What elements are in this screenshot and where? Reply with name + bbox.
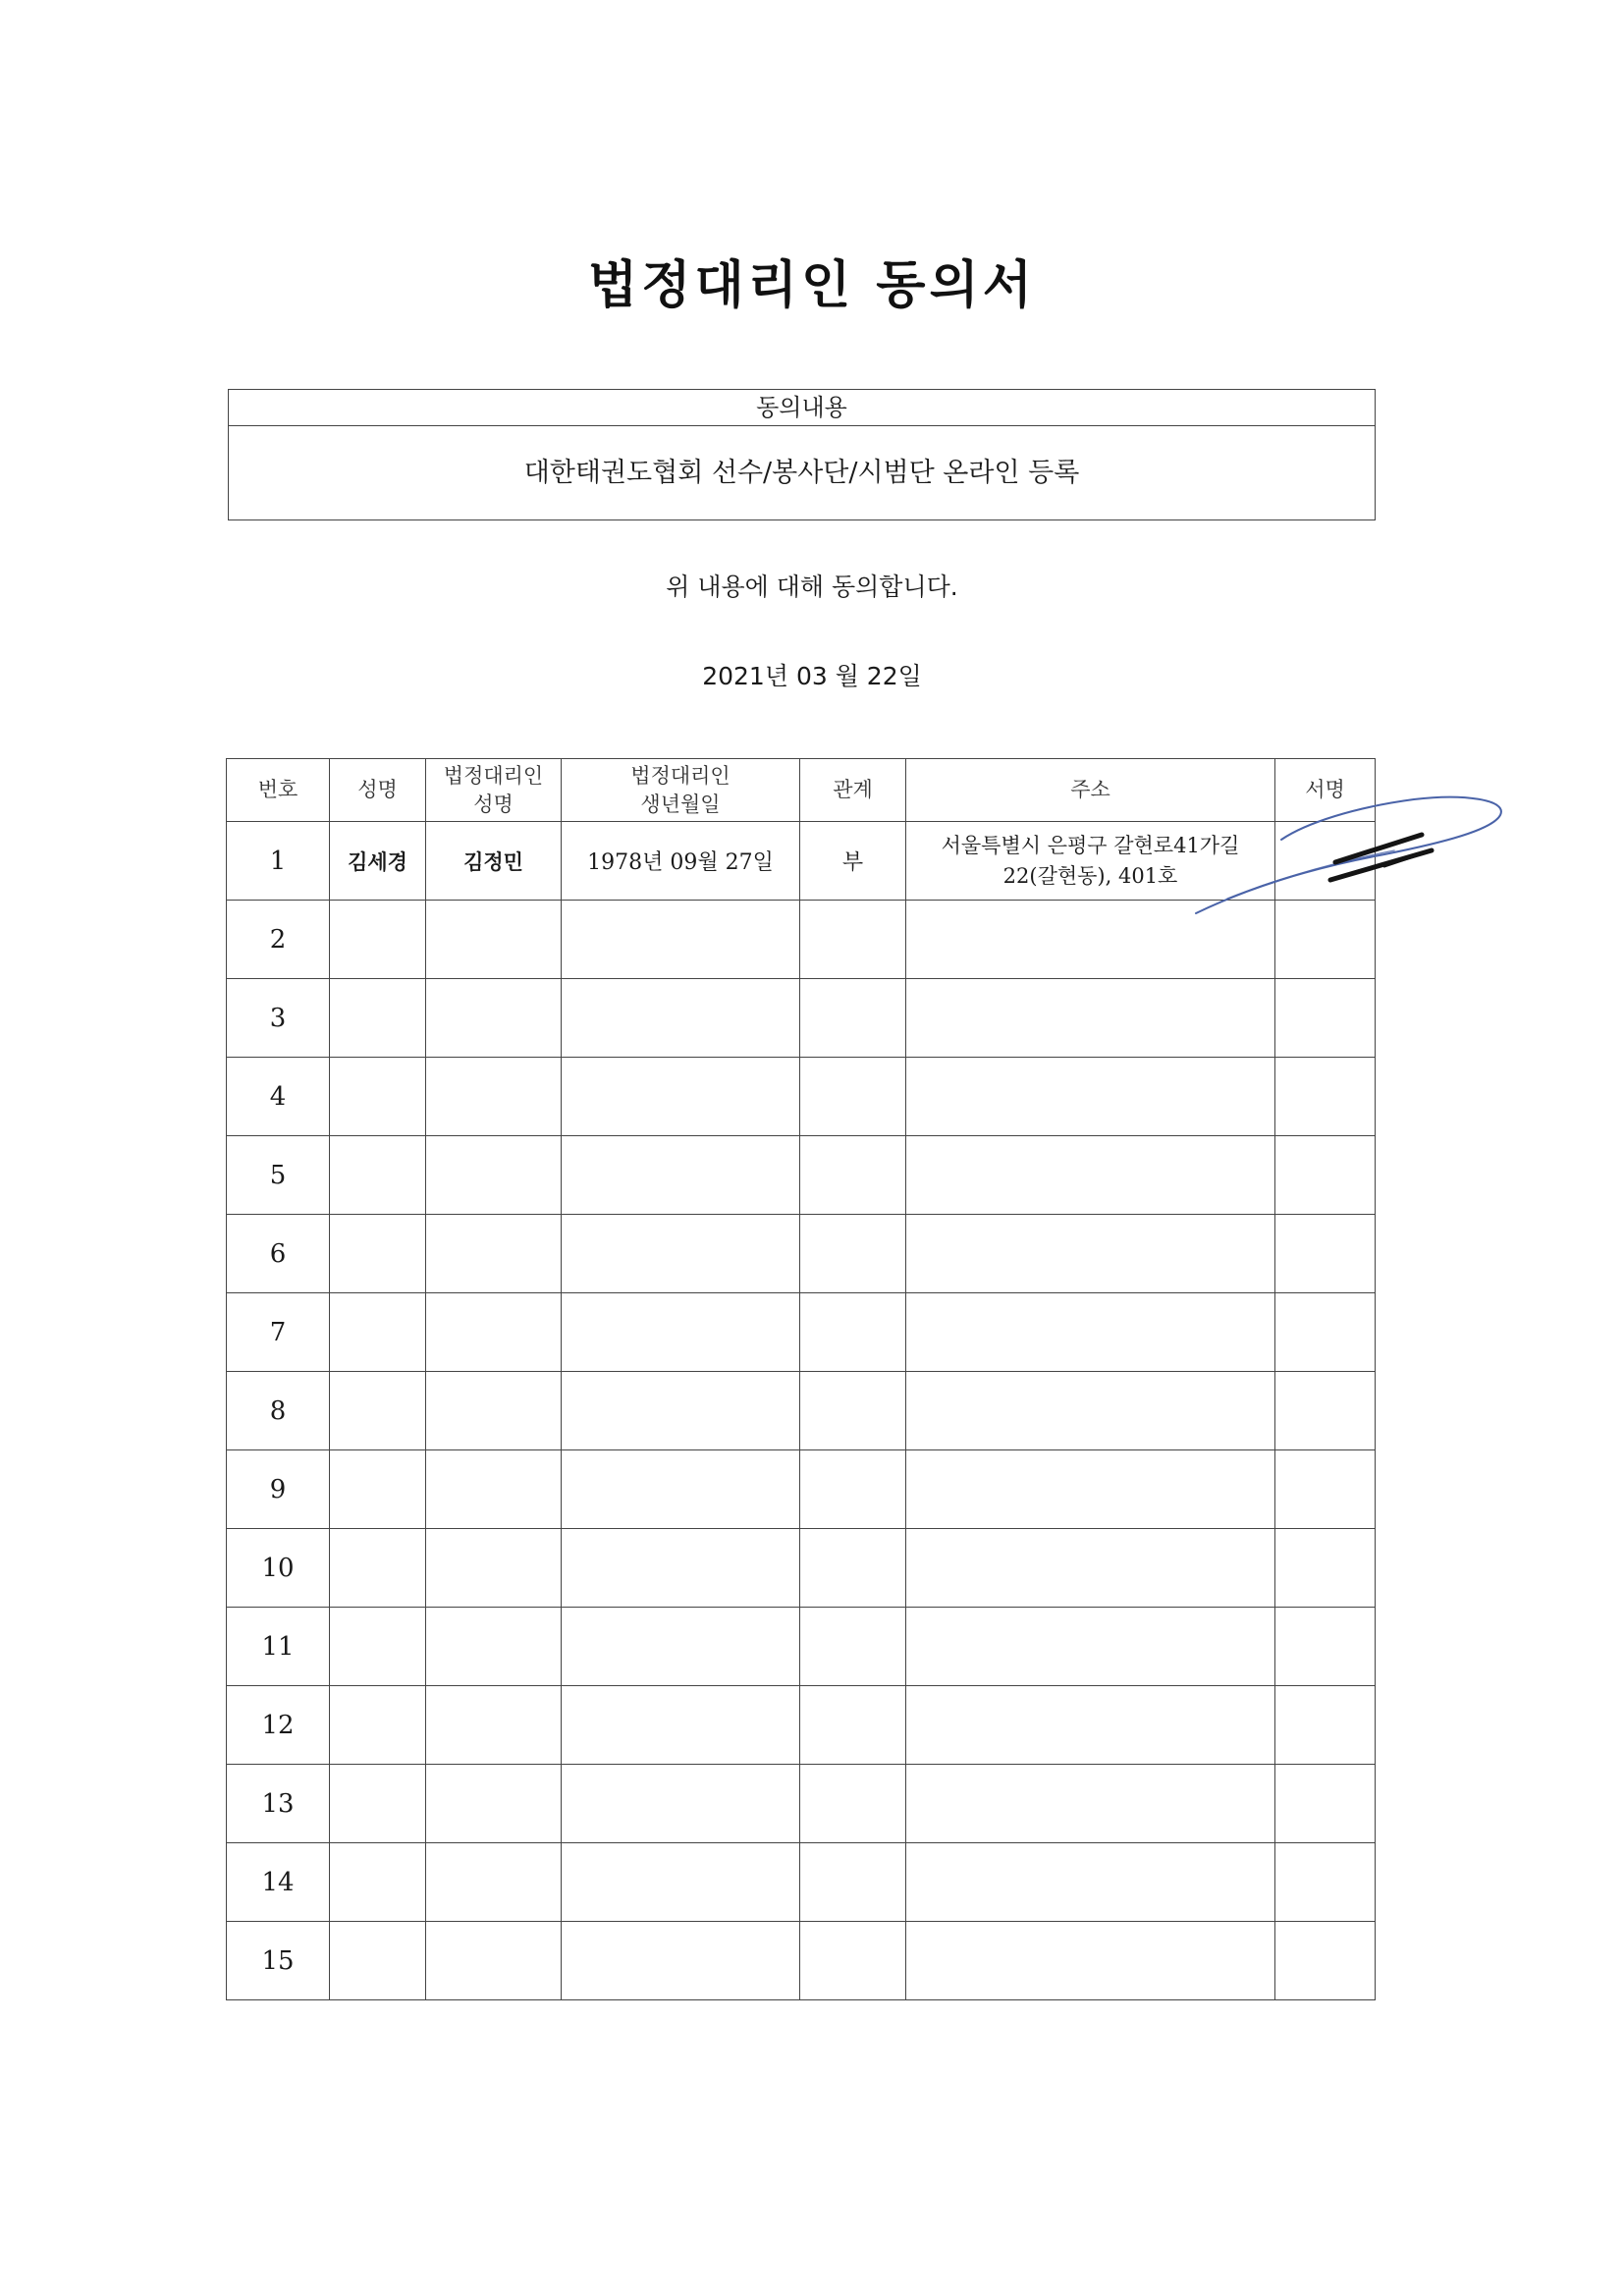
header-guardian-birth-line1: 법정대리인 xyxy=(630,763,731,788)
cell-relation xyxy=(800,1765,906,1843)
cell-signature xyxy=(1275,1058,1376,1136)
table-row xyxy=(227,979,1376,1058)
cell-relation: 부 xyxy=(800,822,906,901)
cell-address xyxy=(906,1529,1275,1608)
cell-no: 6 xyxy=(227,1215,330,1293)
cell-name xyxy=(330,1136,426,1215)
cell-relation xyxy=(800,979,906,1058)
cell-guardian-birth xyxy=(562,1765,800,1843)
cell-name xyxy=(330,1608,426,1686)
cell-address-line: 22(갈현동), 401호 xyxy=(1002,863,1178,888)
header-guardian-name xyxy=(426,759,562,822)
cell-signature xyxy=(1275,1372,1376,1450)
consent-date: 2021년 03 월 22일 xyxy=(702,662,922,690)
cell-guardian-birth xyxy=(562,1529,800,1608)
cell-guardian-birth xyxy=(562,1372,800,1450)
cell-signature xyxy=(1275,1450,1376,1529)
cell-name xyxy=(330,979,426,1058)
header-signature: 서명 xyxy=(1275,759,1376,822)
cell-relation xyxy=(800,1215,906,1293)
table-row xyxy=(227,1765,1376,1843)
cell-name xyxy=(330,1922,426,2000)
cell-no: 11 xyxy=(227,1608,330,1686)
cell-guardian-name xyxy=(426,979,562,1058)
cell-address-line: 서울특별시 은평구 갈현로41가길 xyxy=(941,833,1240,857)
cell-address xyxy=(906,1293,1275,1372)
header-guardian-name-line1: 법정대리인 xyxy=(443,763,544,788)
cell-signature xyxy=(1275,1843,1376,1922)
cell-address xyxy=(906,1765,1275,1843)
cell-signature xyxy=(1275,1686,1376,1765)
cell-address xyxy=(906,1922,1275,2000)
cell-name xyxy=(330,1293,426,1372)
cell-address xyxy=(906,1136,1275,1215)
cell-guardian-name: 김정민 xyxy=(426,822,562,901)
cell-address xyxy=(906,822,1275,901)
cell-name xyxy=(330,1765,426,1843)
cell-no: 12 xyxy=(227,1686,330,1765)
table-row xyxy=(227,1136,1376,1215)
header-address: 주소 xyxy=(906,759,1275,822)
cell-guardian-name xyxy=(426,1608,562,1686)
header-guardian-name-line2: 성명 xyxy=(473,792,514,816)
document-title: 법정대리인 동의서 xyxy=(588,256,1036,315)
cell-relation xyxy=(800,1372,906,1450)
cell-guardian-birth xyxy=(562,1293,800,1372)
cell-guardian-name xyxy=(426,1058,562,1136)
cell-guardian-birth xyxy=(562,1058,800,1136)
cell-no: 5 xyxy=(227,1136,330,1215)
cell-guardian-birth xyxy=(562,1686,800,1765)
cell-signature xyxy=(1275,1293,1376,1372)
cell-guardian-name xyxy=(426,1686,562,1765)
table-row xyxy=(227,1450,1376,1529)
cell-guardian-birth xyxy=(562,901,800,979)
cell-relation xyxy=(800,1529,906,1608)
cell-guardian-birth xyxy=(562,1843,800,1922)
header-guardian-birth-line2: 생년월일 xyxy=(640,792,721,816)
cell-no: 10 xyxy=(227,1529,330,1608)
cell-address xyxy=(906,979,1275,1058)
cell-address xyxy=(906,1058,1275,1136)
cell-no: 4 xyxy=(227,1058,330,1136)
consent-body: 대한태권도협회 선수/봉사단/시범단 온라인 등록 xyxy=(523,458,1080,488)
cell-guardian-name xyxy=(426,1136,562,1215)
cell-guardian-name xyxy=(426,1922,562,2000)
cell-name xyxy=(330,1529,426,1608)
cell-guardian-birth xyxy=(562,1136,800,1215)
agreement-statement: 위 내용에 대해 동의합니다. xyxy=(666,573,958,601)
cell-address xyxy=(906,1215,1275,1293)
cell-address xyxy=(906,1686,1275,1765)
table-row xyxy=(227,1215,1376,1293)
cell-no: 7 xyxy=(227,1293,330,1372)
table-row xyxy=(227,1529,1376,1608)
cell-no: 1 xyxy=(227,822,330,901)
table-row xyxy=(227,1686,1376,1765)
cell-guardian-birth xyxy=(562,1608,800,1686)
table-header-row xyxy=(227,759,1376,822)
cell-relation xyxy=(800,1293,906,1372)
cell-name xyxy=(330,1215,426,1293)
table-row xyxy=(227,1372,1376,1450)
cell-name xyxy=(330,901,426,979)
cell-guardian-birth xyxy=(562,979,800,1058)
signature-ink-stroke-3 xyxy=(1384,856,1414,866)
header-guardian-birth xyxy=(562,759,800,822)
cell-signature xyxy=(1275,822,1376,901)
cell-no: 3 xyxy=(227,979,330,1058)
cell-no: 15 xyxy=(227,1922,330,2000)
cell-address xyxy=(906,1608,1275,1686)
cell-guardian-name xyxy=(426,1372,562,1450)
cell-relation xyxy=(800,1058,906,1136)
cell-address xyxy=(906,1450,1275,1529)
cell-relation xyxy=(800,1450,906,1529)
cell-no: 9 xyxy=(227,1450,330,1529)
table-row xyxy=(227,1843,1376,1922)
header-relation: 관계 xyxy=(800,759,906,822)
cell-guardian-birth: 1978년 09월 27일 xyxy=(562,822,800,901)
cell-relation xyxy=(800,1136,906,1215)
cell-relation xyxy=(800,1686,906,1765)
consent-header: 동의내용 xyxy=(229,390,1375,426)
cell-signature xyxy=(1275,1215,1376,1293)
cell-guardian-name xyxy=(426,901,562,979)
cell-guardian-birth xyxy=(562,1922,800,2000)
table-row xyxy=(227,1922,1376,2000)
cell-relation xyxy=(800,1843,906,1922)
table-row xyxy=(227,1608,1376,1686)
cell-name xyxy=(330,1372,426,1450)
cell-guardian-name xyxy=(426,1293,562,1372)
table-row xyxy=(227,822,1376,901)
table-row xyxy=(227,1293,1376,1372)
cell-relation xyxy=(800,1608,906,1686)
cell-address xyxy=(906,1843,1275,1922)
cell-signature xyxy=(1275,1765,1376,1843)
cell-guardian-name xyxy=(426,1529,562,1608)
cell-guardian-birth xyxy=(562,1450,800,1529)
cell-name xyxy=(330,1450,426,1529)
guardian-roster-table xyxy=(226,758,1376,2000)
cell-guardian-name xyxy=(426,1765,562,1843)
cell-address xyxy=(906,901,1275,979)
cell-no: 14 xyxy=(227,1843,330,1922)
consent-box xyxy=(228,389,1376,520)
cell-guardian-name xyxy=(426,1215,562,1293)
cell-address xyxy=(906,1372,1275,1450)
cell-name xyxy=(330,1843,426,1922)
cell-signature xyxy=(1275,901,1376,979)
cell-relation xyxy=(800,1922,906,2000)
cell-no: 2 xyxy=(227,901,330,979)
cell-signature xyxy=(1275,1136,1376,1215)
table-row xyxy=(227,1058,1376,1136)
cell-name xyxy=(330,1058,426,1136)
cell-name xyxy=(330,1686,426,1765)
cell-signature xyxy=(1275,1922,1376,2000)
cell-no: 13 xyxy=(227,1765,330,1843)
cell-signature xyxy=(1275,979,1376,1058)
cell-guardian-name xyxy=(426,1843,562,1922)
cell-relation xyxy=(800,901,906,979)
cell-signature xyxy=(1275,1529,1376,1608)
cell-guardian-name xyxy=(426,1450,562,1529)
header-name: 성명 xyxy=(330,759,426,822)
cell-signature xyxy=(1275,1608,1376,1686)
cell-name: 김세경 xyxy=(330,822,426,901)
table-row xyxy=(227,901,1376,979)
header-no: 번호 xyxy=(227,759,330,822)
cell-no: 8 xyxy=(227,1372,330,1450)
cell-guardian-birth xyxy=(562,1215,800,1293)
